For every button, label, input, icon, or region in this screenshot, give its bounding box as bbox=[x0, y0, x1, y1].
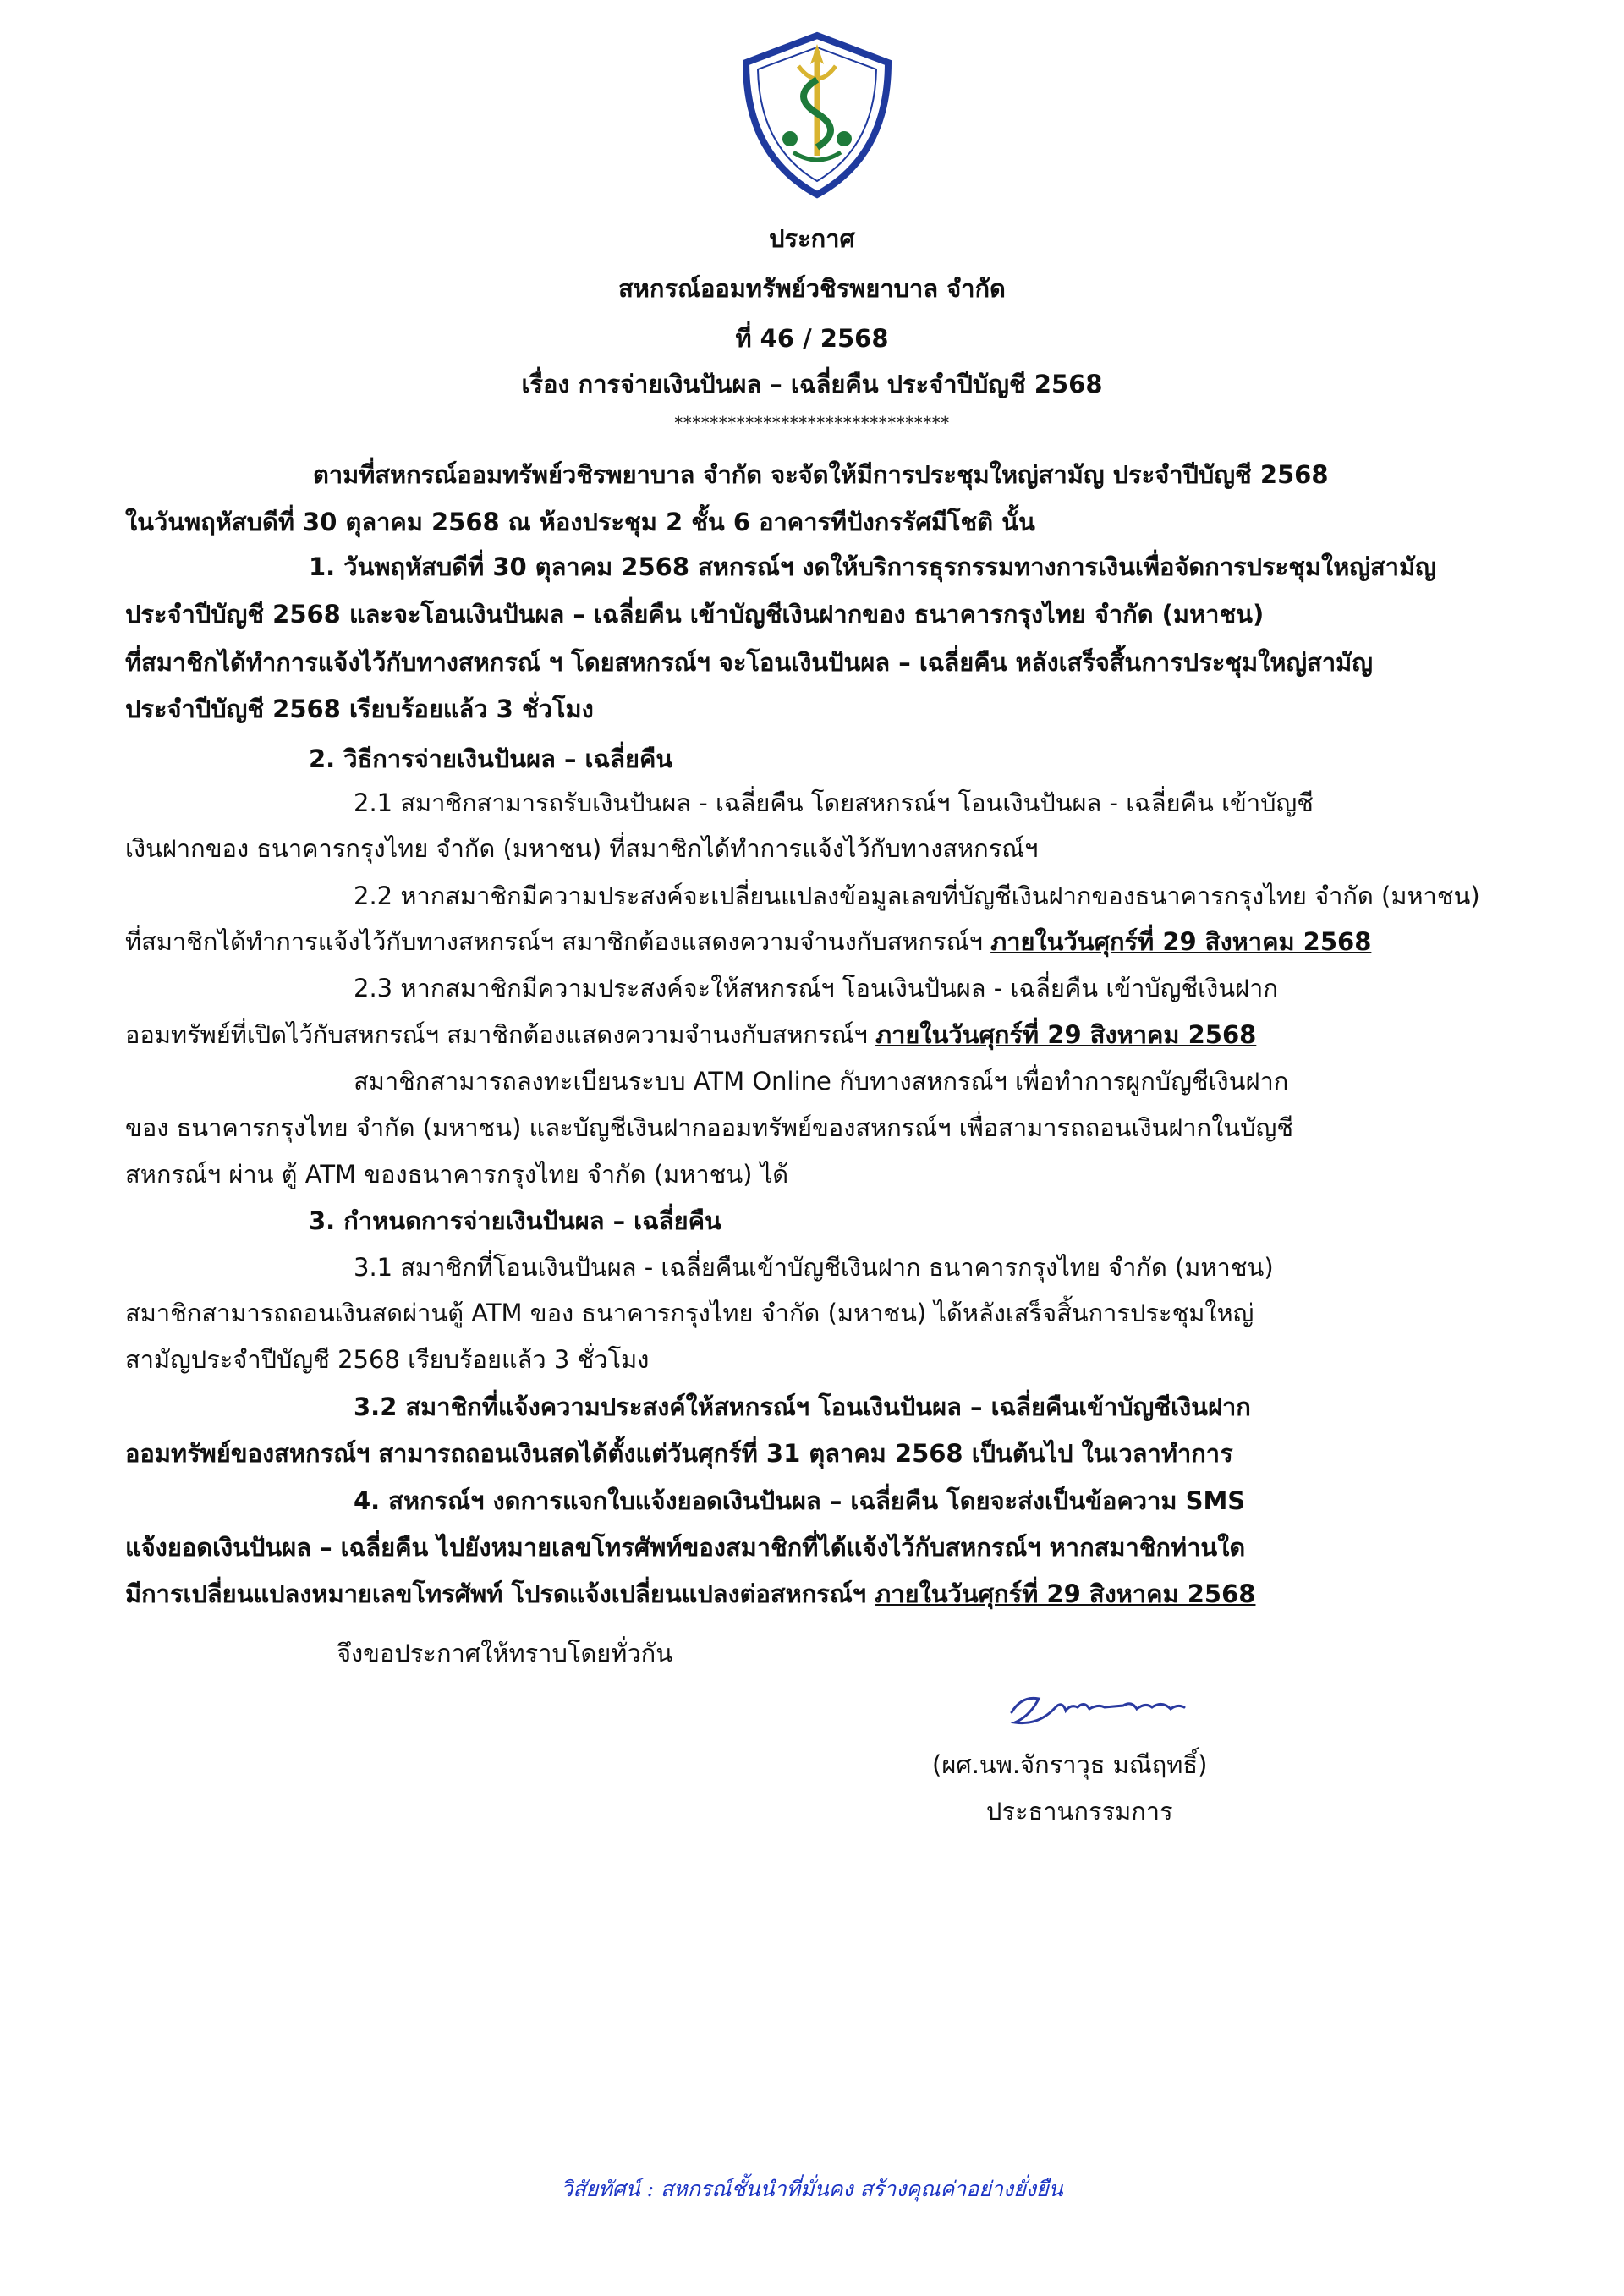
organization-name: สหกรณ์ออมทรัพย์วชิรพยาบาล จำกัด bbox=[618, 274, 1006, 303]
signature bbox=[996, 1670, 1225, 1746]
item2-2-line bbox=[125, 925, 1371, 958]
vision-footer: วิสัยทัศน์ : สหกรณ์ชั้นนำที่มั่นคง สร้างคุณค่าอย่างยั่งยืน bbox=[561, 2177, 1063, 2201]
atm-line: สหกรณ์ฯ ผ่าน ตู้ ATM ของธนาคารกรุงไทย จำกัด (มหาชน) ได้ bbox=[125, 1160, 789, 1189]
signer-position: ประธานกรรมการ bbox=[986, 1797, 1173, 1826]
deadline-date: ภายในวันศุกร์ที่ 29 สิงหาคม 2568 bbox=[875, 1020, 1257, 1049]
item3-2-line: ออมทรัพย์ของสหกรณ์ฯ สามารถถอนเงินสดได้ตั้งแต่วันศุกร์ที่ 31 ตุลาคม 2568 เป็นต้นไป ในเวลาทำการ bbox=[125, 1439, 1233, 1468]
closing-text: จึงขอประกาศให้ทราบโดยทั่วกัน bbox=[337, 1639, 673, 1667]
item2-3-line: 2.3 หากสมาชิกมีความประสงค์จะให้สหกรณ์ฯ โอนเงินปันผล - เฉลี่ยคืน เข้าบัญชีเงินฝาก bbox=[354, 974, 1278, 1002]
item2-1-line: เงินฝากของ ธนาคารกรุงไทย จำกัด (มหาชน) ที่สมาชิกได้ทำการแจ้งไว้กับทางสหกรณ์ฯ bbox=[125, 834, 1039, 863]
atm-line: ของ ธนาคารกรุงไทย จำกัด (มหาชน) และบัญชีเงินฝากออมทรัพย์ของสหกรณ์ฯ เพื่อสามารถถอนเงินฝากในบัญชี bbox=[125, 1113, 1294, 1142]
item3-1-line: สมาชิกสามารถถอนเงินสดผ่านตู้ ATM ของ ธนาคารกรุงไทย จำกัด (มหาชน) ได้หลังเสร็จสิ้นการประชุมใหญ่ bbox=[125, 1299, 1254, 1327]
deadline-date: ภายในวันศุกร์ที่ 29 สิงหาคม 2568 bbox=[875, 1579, 1256, 1608]
cooperative-logo bbox=[739, 29, 895, 200]
item2-title: 2. วิธีการจ่ายเงินปันผล – เฉลี่ยคืน bbox=[309, 744, 673, 773]
item1-line: ที่สมาชิกได้ทำการแจ้งไว้กับทางสหกรณ์ ฯ โดยสหกรณ์ฯ จะโอนเงินปันผล – เฉลี่ยคืน หลังเสร็จสิ้นการประชุมใหญ่สามัญ bbox=[125, 648, 1373, 677]
intro-line: ตามที่สหกรณ์ออมทรัพย์วชิรพยาบาล จำกัด จะจัดให้มีการประชุมใหญ่สามัญ ประจำปีบัญชี 2568 bbox=[313, 460, 1329, 489]
announcement-number: ที่ 46 / 2568 bbox=[735, 324, 889, 353]
item3-1-line: 3.1 สมาชิกที่โอนเงินปันผล - เฉลี่ยคืนเข้าบัญชีเงินฝาก ธนาคารกรุงไทย จำกัด (มหาชน) bbox=[354, 1253, 1274, 1282]
item3-title: 3. กำหนดการจ่ายเงินปันผล – เฉลี่ยคืน bbox=[309, 1206, 721, 1235]
item1-line: ประจำปีบัญชี 2568 และจะโอนเงินปันผล – เฉลี่ยคืน เข้าบัญชีเงินฝากของ ธนาคารกรุงไทย จำกัด (มหาชน) bbox=[125, 600, 1265, 629]
announcement-type: ประกาศ bbox=[769, 224, 855, 253]
atm-line: สมาชิกสามารถลงทะเบียนระบบ ATM Online กับทางสหกรณ์ฯ เพื่อทำการผูกบัญชีเงินฝาก bbox=[354, 1067, 1289, 1096]
item4-line: 4. สหกรณ์ฯ งดการแจกใบแจ้งยอดเงินปันผล – เฉลี่ยคืน โดยจะส่งเป็นข้อความ SMS bbox=[354, 1486, 1246, 1515]
item4-line: แจ้งยอดเงินปันผล – เฉลี่ยคืน ไปยังหมายเลขโทรศัพท์ของสมาชิกที่ได้แจ้งไว้กับสหกรณ์ฯ หากสมาชิกท่านใด bbox=[125, 1533, 1246, 1562]
intro-line: ในวันพฤหัสบดีที่ 30 ตุลาคม 2568 ณ ห้องประชุม 2 ชั้น 6 อาคารทีปังกรรัศมีโชติ นั้น bbox=[125, 508, 1035, 536]
item3-2-line: 3.2 สมาชิกที่แจ้งความประสงค์ให้สหกรณ์ฯ โอนเงินปันผล – เฉลี่ยคืนเข้าบัญชีเงินฝาก bbox=[354, 1392, 1251, 1421]
item2-2-text: ที่สมาชิกได้ทำการแจ้งไว้กับทางสหกรณ์ฯ สมาชิกต้องแสดงความจำนงกับสหกรณ์ฯ bbox=[125, 927, 991, 956]
deadline-date: ภายในวันศุกร์ที่ 29 สิงหาคม 2568 bbox=[990, 927, 1372, 956]
item2-2-line: 2.2 หากสมาชิกมีความประสงค์จะเปลี่ยนแปลงข้อมูลเลขที่บัญชีเงินฝากของธนาคารกรุงไทย จำกัด (มหาชน) bbox=[354, 882, 1480, 910]
item1-line: 1. วันพฤหัสบดีที่ 30 ตุลาคม 2568 สหกรณ์ฯ งดให้บริการธุรกรรมทางการเงินเพื่อจัดการประชุมใหญ่สามัญ bbox=[309, 552, 1436, 581]
item4-line bbox=[125, 1577, 1255, 1611]
item3-1-line: สามัญประจำปีบัญชี 2568 เรียบร้อยแล้ว 3 ชั่วโมง bbox=[125, 1345, 650, 1374]
signer-name: (ผศ.นพ.จักราวุธ มณีฤทธิ์) bbox=[932, 1750, 1208, 1779]
item2-1-line: 2.1 สมาชิกสามารถรับเงินปันผล - เฉลี่ยคืน โดยสหกรณ์ฯ โอนเงินปันผล - เฉลี่ยคืน เข้าบัญชี bbox=[354, 788, 1314, 817]
announcement-subject: เรื่อง การจ่ายเงินปันผล – เฉลี่ยคืน ประจำปีบัญชี 2568 bbox=[521, 370, 1103, 398]
item2-3-text: ออมทรัพย์ที่เปิดไว้กับสหกรณ์ฯ สมาชิกต้องแสดงความจำนงกับสหกรณ์ฯ bbox=[125, 1020, 876, 1049]
divider-stars: ******************************* bbox=[674, 413, 950, 433]
item4-text: มีการเปลี่ยนแปลงหมายเลขโทรศัพท์ โปรดแจ้งเปลี่ยนแปลงต่อสหกรณ์ฯ bbox=[125, 1579, 875, 1608]
item1-line: ประจำปีบัญชี 2568 เรียบร้อยแล้ว 3 ชั่วโมง bbox=[125, 695, 594, 723]
item2-3-line bbox=[125, 1018, 1256, 1052]
